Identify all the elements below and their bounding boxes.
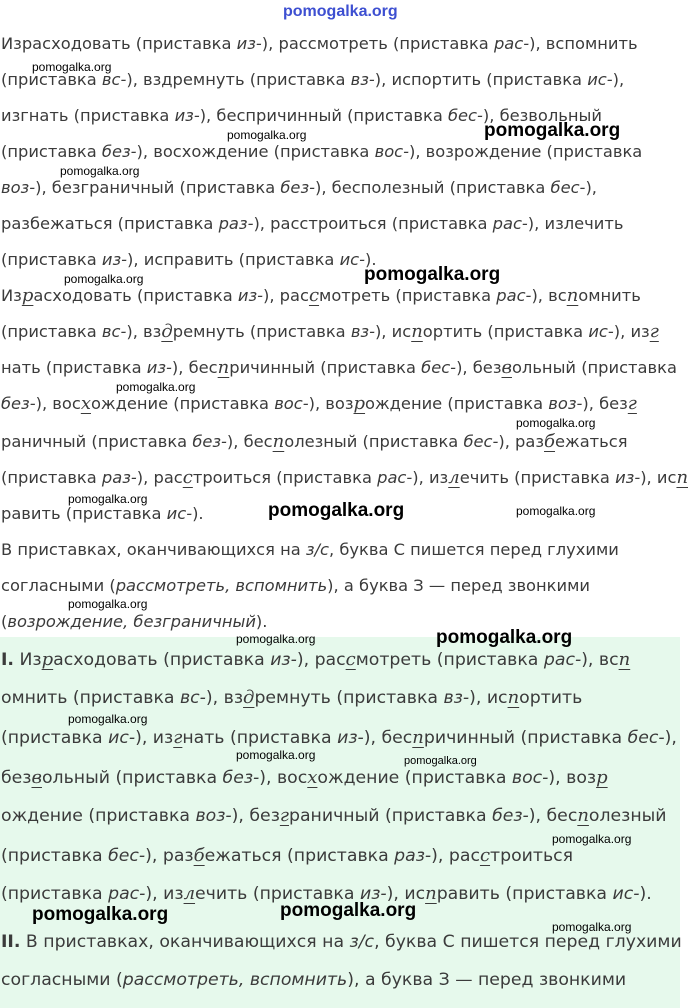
text-run: ), восхождение (приставка: [136, 142, 375, 161]
text-run: ), раз: [145, 846, 194, 866]
watermark: pomogalka.org: [268, 500, 405, 521]
italic-prefix: из-: [615, 468, 641, 487]
text-run: без: [1, 768, 32, 788]
text-run: (приставка: [1, 142, 102, 161]
underlined-consonant: п: [676, 467, 688, 488]
text-run: ), исправить (приставка: [127, 250, 340, 269]
section2-line: [1, 322, 659, 342]
underlined-consonant: с: [182, 467, 193, 488]
text-run: ), ис: [469, 688, 508, 708]
text-run: ), из: [145, 884, 184, 904]
text-run: ), бесполезный (приставка: [314, 178, 551, 197]
text-run: раничный (приставка: [289, 806, 493, 826]
underlined-consonant: п: [411, 321, 423, 342]
underlined-consonant: д: [243, 687, 255, 708]
underlined-consonant: п: [566, 285, 579, 306]
text-run: олезный: [588, 806, 667, 826]
section1-line: [1, 214, 623, 234]
underlined-consonant: г: [173, 727, 183, 748]
text-run: ольный (приставка: [41, 768, 223, 788]
text-run: ), ис: [640, 468, 677, 487]
italic-prefix: без-: [101, 142, 137, 161]
text-run: (приставка: [1, 322, 102, 341]
text-run: ричинный (приставка: [229, 358, 422, 377]
text-run: , буква С пишется перед глухими: [374, 932, 682, 952]
text-run: , буква С пишется перед глухими: [329, 540, 619, 559]
text-run: (приставка: [1, 884, 109, 904]
text-run: ), без: [231, 806, 280, 826]
text-run: ремнуть (приставка: [172, 322, 351, 341]
italic-prefix: раз-: [218, 214, 254, 233]
text-run: ортить: [519, 688, 583, 708]
section1-line: [1, 250, 377, 270]
text-run: ), воз: [308, 394, 354, 413]
watermark: pomogalka.org: [236, 748, 316, 762]
text-run: омнить (приставка: [1, 688, 180, 708]
watermark: pomogalka.org: [64, 272, 144, 286]
italic-prefix: ис-: [166, 504, 193, 523]
italic-prefix: из-: [174, 106, 200, 125]
text-run: ), безвольный: [482, 106, 602, 125]
text-run: равить (приставка: [1, 504, 167, 523]
section3-line: [1, 576, 590, 596]
italic-prefix: из-: [359, 884, 387, 904]
underlined-consonant: п: [272, 431, 285, 452]
text-run: ), ис: [386, 884, 426, 904]
text-run: (приставка: [1, 728, 109, 748]
italic-prefix: раз-: [394, 846, 432, 866]
section1-line: [1, 178, 597, 198]
italic-prefix: вс-: [101, 322, 127, 341]
italic-prefix: из-: [237, 286, 263, 305]
italic-prefix: ис-: [339, 250, 365, 269]
italic-prefix: из-: [337, 728, 364, 748]
italic-prefix: возрождение, безграничный: [7, 612, 256, 631]
watermark: pomogalka.org: [552, 832, 632, 846]
text-run: асходовать (приставка: [53, 650, 271, 670]
text-run: (приставка: [1, 70, 102, 89]
text-run: ),: [612, 70, 625, 89]
text-run: ), безграничный (приставка: [35, 178, 281, 197]
text-run: ождение (приставка: [90, 394, 275, 413]
italic-prefix: бес-: [447, 106, 483, 125]
text-run: ), вздремнуть (приставка: [126, 70, 351, 89]
italic-prefix: воз-: [548, 394, 583, 413]
section2-line: [1, 394, 637, 414]
italic-prefix: рас-: [496, 286, 532, 305]
text-run: ), бес: [171, 358, 218, 377]
text-run: В приставках, оканчивающихся на: [1, 540, 306, 559]
text-run: ), рас: [296, 650, 346, 670]
section3-line: [1, 540, 619, 560]
underlined-consonant: в: [501, 357, 512, 378]
underlined-consonant: с: [479, 845, 491, 866]
underlined-consonant: р: [596, 767, 608, 788]
watermark: pomogalka.org: [280, 900, 417, 921]
text-run: ), рас: [136, 468, 183, 487]
italic-prefix: рассмотреть, вспомнить: [115, 576, 328, 595]
italic-prefix: вос-: [274, 394, 309, 413]
text-run: нать (приставка: [1, 358, 147, 377]
answer-line: [1, 688, 582, 708]
text-run: мотреть (приставка: [319, 286, 497, 305]
text-run: ),: [664, 728, 677, 748]
section3-line: [1, 612, 267, 632]
watermark: pomogalka.org: [436, 627, 573, 648]
italic-prefix: без-: [492, 806, 529, 826]
text-run: ечить (приставка: [459, 468, 616, 487]
text-run: ), беспричинный (приставка: [199, 106, 448, 125]
text-run: ).: [365, 250, 377, 269]
text-run: ), рас: [431, 846, 480, 866]
italic-prefix: рас-: [108, 884, 146, 904]
text-run: ), ис: [374, 322, 412, 341]
text-run: (приставка: [1, 250, 102, 269]
text-run: (приставка: [1, 846, 109, 866]
underlined-consonant: р: [353, 393, 366, 414]
text-run: ), вос: [35, 394, 81, 413]
text-run: ремнуть (приставка: [254, 688, 444, 708]
text-run: ), а буква З — перед звонкими: [327, 576, 590, 595]
italic-prefix: раз-: [101, 468, 137, 487]
watermark: pomogalka.org: [516, 504, 596, 518]
underlined-consonant: п: [217, 357, 230, 378]
underlined-consonant: л: [183, 883, 196, 904]
answer-line: [1, 728, 677, 748]
text-run: ), из: [135, 728, 174, 748]
text-run: ), испортить (приставка: [374, 70, 588, 89]
answer-line: [1, 932, 682, 952]
italic-prefix: воз-: [195, 806, 232, 826]
underlined-consonant: г: [649, 321, 659, 342]
text-run: согласными (: [1, 576, 116, 595]
text-run: Из: [14, 650, 42, 670]
italic-prefix: ис-: [108, 728, 136, 748]
text-run: ождение (приставка: [317, 768, 512, 788]
italic-prefix: из-: [146, 358, 172, 377]
underlined-consonant: п: [412, 727, 424, 748]
text-run: раничный (приставка: [1, 432, 193, 451]
italic-prefix: рассмотреть, вспомнить: [122, 970, 348, 990]
italic-prefix: из-: [101, 250, 128, 269]
italic-prefix: рас-: [543, 650, 582, 670]
italic-prefix: без-: [192, 432, 227, 451]
underlined-consonant: б: [544, 431, 556, 452]
section2-line: [1, 468, 688, 488]
italic-prefix: з/с: [349, 932, 375, 952]
watermark: pomogalka.org: [364, 264, 501, 285]
italic-prefix: из-: [236, 34, 262, 53]
answer-line: [1, 846, 573, 866]
text-run: разбежаться (приставка: [1, 214, 219, 233]
italic-prefix: ис-: [588, 322, 614, 341]
text-run: (приставка: [1, 468, 102, 487]
answer-line: [1, 970, 626, 990]
underlined-consonant: р: [21, 285, 34, 306]
italic-prefix: вз-: [350, 322, 375, 341]
text-run: омнить: [578, 286, 641, 305]
italic-prefix: вос-: [511, 768, 549, 788]
watermark: pomogalka.org: [227, 128, 307, 142]
text-run: ), из: [613, 322, 650, 341]
underlined-consonant: в: [31, 767, 42, 788]
watermark: pomogalka.org: [32, 60, 112, 74]
text-run: ).: [192, 504, 204, 523]
answer-number: II.: [1, 932, 21, 952]
text-run: ождение (приставка: [1, 806, 196, 826]
underlined-consonant: х: [307, 767, 318, 788]
text-run: ), бес: [528, 806, 578, 826]
watermark: pomogalka.org: [552, 920, 632, 934]
italic-prefix: без-: [1, 394, 36, 413]
underlined-consonant: г: [627, 393, 637, 414]
text-run: (: [1, 612, 8, 631]
text-run: ечить (приставка: [195, 884, 360, 904]
italic-prefix: рас-: [493, 34, 530, 53]
italic-prefix: ис-: [587, 70, 613, 89]
watermark: pomogalka.org: [68, 492, 148, 506]
watermark: pomogalka.org: [484, 120, 621, 141]
italic-prefix: бес-: [627, 728, 665, 748]
text-run: ), воз: [548, 768, 597, 788]
underlined-consonant: с: [308, 285, 320, 306]
text-run: В приставках, оканчивающихся на: [20, 932, 350, 952]
italic-prefix: воз-: [1, 178, 36, 197]
text-run: ), излечить: [527, 214, 624, 233]
answer-line: [1, 650, 630, 670]
text-run: равить (приставка: [436, 884, 613, 904]
underlined-consonant: г: [279, 805, 289, 826]
watermark: pomogalka.org: [516, 416, 596, 430]
italic-prefix: вз-: [443, 688, 470, 708]
text-run: ), бес: [226, 432, 273, 451]
underlined-consonant: п: [577, 805, 589, 826]
text-run: мотреть (приставка: [355, 650, 544, 670]
text-run: ежаться (приставка: [204, 846, 395, 866]
section2-line: [1, 286, 641, 306]
text-run: ), бес: [363, 728, 413, 748]
text-run: Из: [1, 286, 22, 305]
section1-line: [1, 34, 638, 54]
text-run: ричинный (приставка: [423, 728, 628, 748]
text-run: ), вс: [581, 650, 619, 670]
text-run: ).: [255, 612, 268, 631]
underlined-consonant: д: [161, 321, 173, 342]
underlined-consonant: п: [618, 649, 631, 670]
answer-number: I.: [1, 650, 14, 670]
watermark: pomogalka.org: [68, 597, 148, 611]
italic-prefix: рас-: [377, 468, 413, 487]
watermark: pomogalka.org: [60, 164, 140, 178]
underlined-consonant: п: [507, 687, 520, 708]
text-run: ), без: [456, 358, 502, 377]
text-run: ), расстроиться (приставка: [253, 214, 493, 233]
italic-prefix: без-: [222, 768, 260, 788]
answer-line: [1, 768, 608, 788]
text-run: ), вос: [259, 768, 308, 788]
section2-line: [1, 432, 628, 452]
watermark: pomogalka.org: [236, 632, 316, 646]
text-run: ), рассмотреть (приставка: [261, 34, 494, 53]
text-run: асходовать (приставка: [33, 286, 238, 305]
watermark: pomogalka.org: [404, 755, 477, 767]
section1-line: [1, 142, 642, 162]
italic-prefix: бес-: [463, 432, 499, 451]
underlined-consonant: р: [41, 649, 54, 670]
italic-prefix: бес-: [108, 846, 146, 866]
text-run: ), вз: [205, 688, 244, 708]
text-run: Израсходовать (приставка: [1, 34, 237, 53]
section2-line: [1, 358, 677, 378]
text-run: ), из: [412, 468, 449, 487]
watermark: pomogalka.org: [32, 904, 169, 925]
text-run: ольный (приставка: [511, 358, 677, 377]
answer-line: [1, 806, 667, 826]
italic-prefix: из-: [270, 650, 297, 670]
text-run: ), раз: [498, 432, 545, 451]
text-run: согласными (: [1, 970, 123, 990]
underlined-consonant: л: [448, 467, 460, 488]
text-run: ), вспомнить: [529, 34, 638, 53]
text-run: олезный (приставка: [284, 432, 464, 451]
italic-prefix: рас-: [492, 214, 528, 233]
italic-prefix: вс-: [180, 688, 206, 708]
text-run: ), возрождение (приставка: [408, 142, 643, 161]
underlined-consonant: с: [345, 649, 356, 670]
text-run: нать (приставка: [182, 728, 338, 748]
text-run: ), рас: [262, 286, 309, 305]
italic-prefix: бес-: [550, 178, 586, 197]
italic-prefix: ис-: [612, 884, 640, 904]
text-run: ортить (приставка: [422, 322, 589, 341]
italic-prefix: з/с: [305, 540, 329, 559]
italic-prefix: вс-: [101, 70, 127, 89]
section2-line: [1, 504, 204, 524]
text-run: ежаться: [555, 432, 628, 451]
text-run: троиться (приставка: [192, 468, 378, 487]
underlined-consonant: б: [193, 845, 205, 866]
text-run: изгнать (приставка: [1, 106, 175, 125]
watermark: pomogalka.org: [68, 712, 148, 726]
watermark: pomogalka.org: [116, 380, 196, 394]
text-run: ), а буква З — перед звонкими: [347, 970, 627, 990]
italic-prefix: бес-: [421, 358, 457, 377]
italic-prefix: без-: [280, 178, 315, 197]
text-run: ),: [585, 178, 597, 197]
underlined-consonant: п: [425, 883, 437, 904]
text-run: ), без: [582, 394, 628, 413]
italic-prefix: вос-: [374, 142, 409, 161]
text-run: троиться: [490, 846, 574, 866]
text-run: ).: [639, 884, 652, 904]
text-run: ), вз: [126, 322, 162, 341]
underlined-consonant: х: [80, 393, 91, 414]
italic-prefix: вз-: [350, 70, 375, 89]
text-run: ), вс: [531, 286, 567, 305]
text-run: ождение (приставка: [365, 394, 549, 413]
watermark-top[interactable]: pomogalka.org: [283, 3, 398, 20]
